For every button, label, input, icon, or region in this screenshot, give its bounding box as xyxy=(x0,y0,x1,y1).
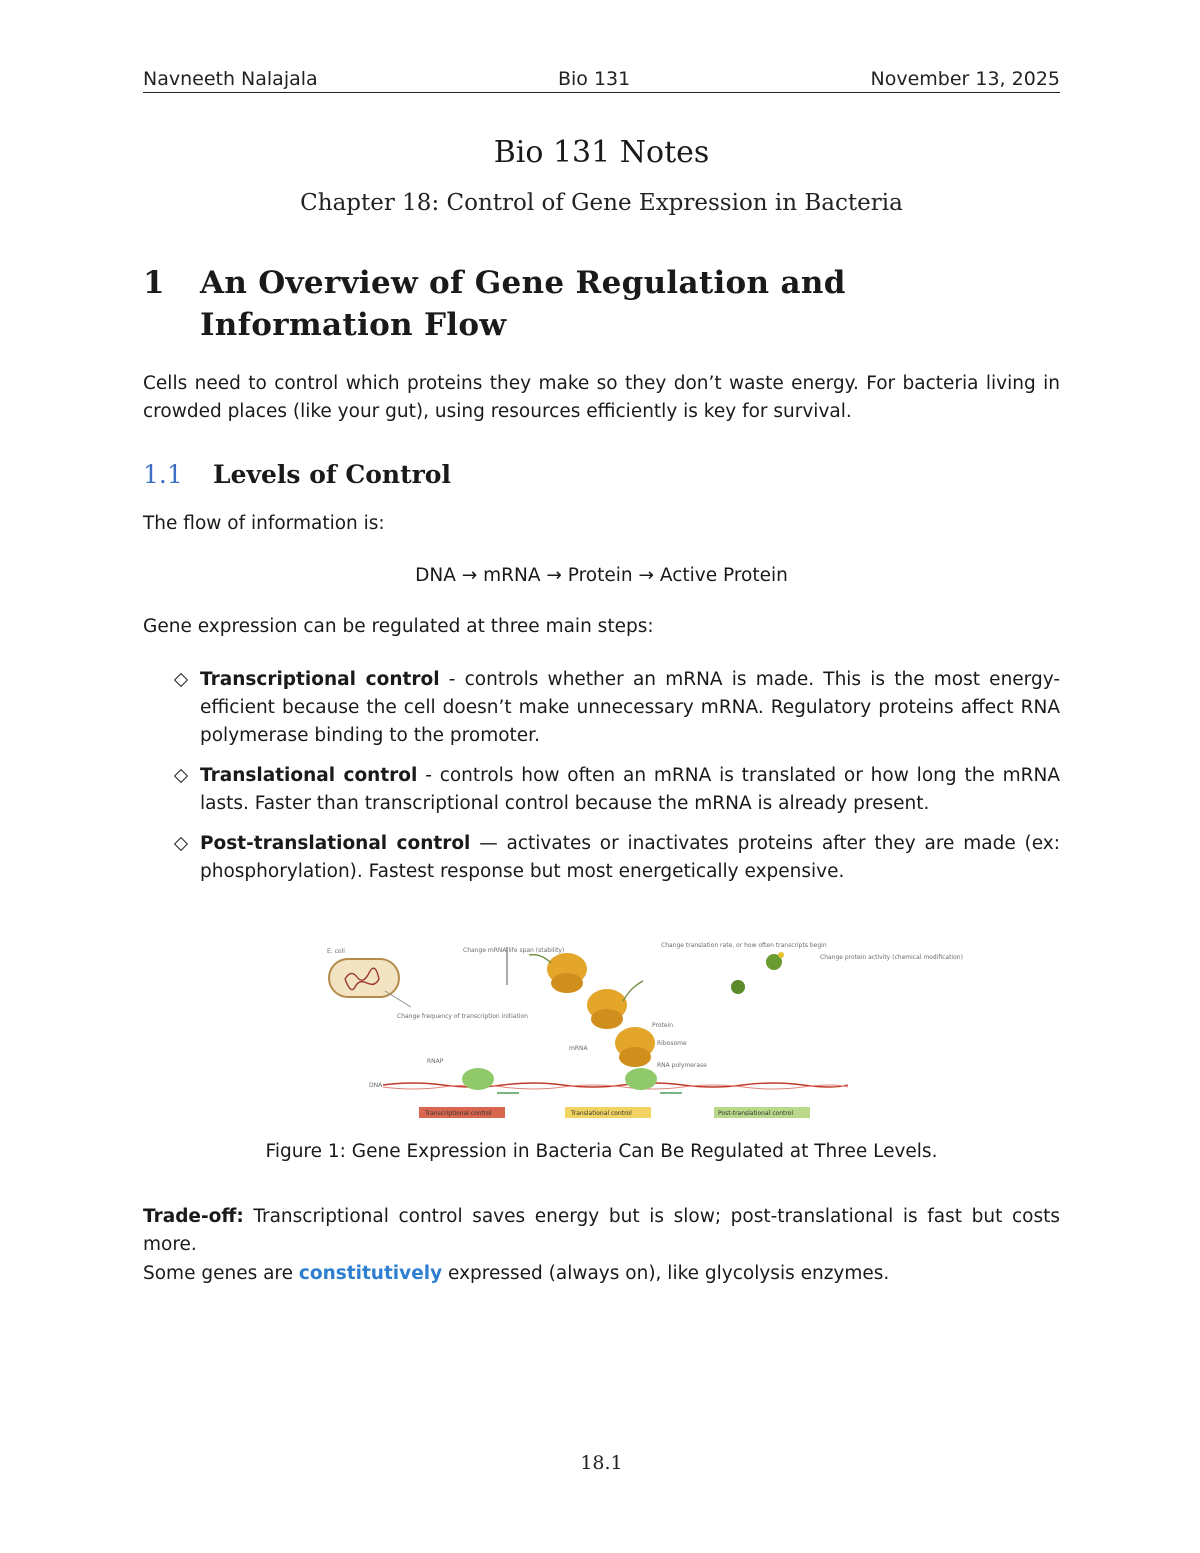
figure-label-protein: Protein xyxy=(652,1022,674,1029)
subsection-title: Levels of Control xyxy=(213,460,451,489)
tag-label: Post-translational control xyxy=(718,1110,794,1117)
zoom-line-icon xyxy=(385,991,411,1007)
rna-polymerase-icon xyxy=(625,1068,657,1090)
bullet-text: - controls whether an mRNA is made. This is the most energy-efficient because the cell doesn’t make unnecessary mRNA. Regulatory proteins affect RNA polymerase binding to the promoter. xyxy=(200,669,1060,746)
bullet-text: - controls how often an mRNA is translated or how long the mRNA lasts. Faster than transcriptional control because the mRNA is already present. xyxy=(200,765,1061,814)
ribosome-icon xyxy=(587,989,627,1029)
tradeoff-text: Transcriptional control saves energy but is slow; post-translational is fast but costs more. xyxy=(143,1206,1060,1255)
header-course: Bio 131 xyxy=(557,68,631,90)
tradeoff-paragraph xyxy=(143,1203,1060,1259)
figure-label-mrna-life: Change mRNA life span (stability) xyxy=(463,947,565,954)
section-heading xyxy=(143,262,1060,346)
information-flow: DNA → mRNA → Protein → Active Protein xyxy=(415,565,788,586)
document-subtitle: Chapter 18: Control of Gene Expression in Bacteria xyxy=(300,190,903,216)
subsection-number: 1.1 xyxy=(143,460,183,489)
header-author: Navneeth Nalajala xyxy=(143,68,318,90)
document-title: Bio 131 Notes xyxy=(493,135,710,170)
diamond-bullet-icon xyxy=(174,673,188,687)
subsection-heading xyxy=(143,460,451,489)
control-levels-list xyxy=(143,666,1060,898)
constitutive-paragraph xyxy=(143,1260,1060,1288)
polypeptide-icon xyxy=(623,981,643,1001)
ecoli-cell-icon xyxy=(329,959,399,997)
rna-polymerase-icon xyxy=(462,1068,494,1090)
intro-paragraph: Cells need to control which proteins they make so they don’t waste energy. For bacteria living in crowded places (like your gut), using resources efficiently is key for survival. xyxy=(143,373,1060,422)
tag-label: Translational control xyxy=(571,1110,632,1117)
figure-label-mrna: mRNA xyxy=(569,1045,588,1052)
document-page xyxy=(143,0,1060,1553)
constitutive-before: Some genes are xyxy=(143,1263,299,1284)
tradeoff-label: Trade-off: xyxy=(143,1206,244,1227)
bullet-text: — activates or inactivates proteins after they are made (ex: phosphorylation). Fastest response but most energetically expensive. xyxy=(200,833,1060,882)
header-date: November 13, 2025 xyxy=(870,68,1060,90)
figure-label-protein-activity: Change protein activity (chemical modification) xyxy=(820,954,963,961)
list-item xyxy=(143,762,1060,818)
bullet-term: Translational control xyxy=(200,765,418,786)
diamond-bullet-icon xyxy=(174,837,188,851)
gene-regulation-illustration xyxy=(323,935,963,1125)
figure-label-ecoli: E. coli xyxy=(327,948,345,955)
header-rule xyxy=(143,92,1060,93)
constitutive-after: expressed (always on), like glycolysis enzymes. xyxy=(442,1263,890,1284)
list-item xyxy=(143,666,1060,750)
constitutive-term: constitutively xyxy=(298,1263,443,1284)
ribosome-icon xyxy=(615,1027,655,1067)
figure-label-transcription-frequency: Change frequency of transcription initiation xyxy=(397,1013,528,1020)
figure-label-translation-rate: Change translation rate, or how often transcripts begin xyxy=(661,942,827,949)
gene-regulation-figure xyxy=(323,935,963,1125)
page-number: 18.1 xyxy=(580,1452,623,1474)
phosphate-icon xyxy=(778,952,784,958)
list-item xyxy=(143,830,1060,886)
bullet-term: Transcriptional control xyxy=(200,669,440,690)
flow-intro: The flow of information is: xyxy=(143,513,385,534)
polypeptide-icon xyxy=(529,955,551,963)
diamond-bullet-icon xyxy=(174,769,188,783)
figure-caption: Figure 1: Gene Expression in Bacteria Can Be Regulated at Three Levels. xyxy=(265,1141,938,1162)
figure-label-dna: DNA xyxy=(369,1082,383,1089)
figure-label-ribosome: Ribosome xyxy=(657,1040,687,1047)
tag-label: Transcriptional control xyxy=(425,1110,492,1117)
ribosome-icon xyxy=(547,953,587,993)
section-title: An Overview of Gene Regulation and Information Flow xyxy=(200,265,846,343)
bullet-term: Post-translational control xyxy=(200,833,471,854)
folded-protein-icon xyxy=(731,980,745,994)
figure-label-rna-polymerase: RNA polymerase xyxy=(657,1062,707,1069)
section-number: 1 xyxy=(143,265,165,301)
figure-label-rnap-left: RNAP xyxy=(427,1058,444,1065)
steps-intro: Gene expression can be regulated at three main steps: xyxy=(143,616,654,637)
running-header xyxy=(143,64,1060,90)
